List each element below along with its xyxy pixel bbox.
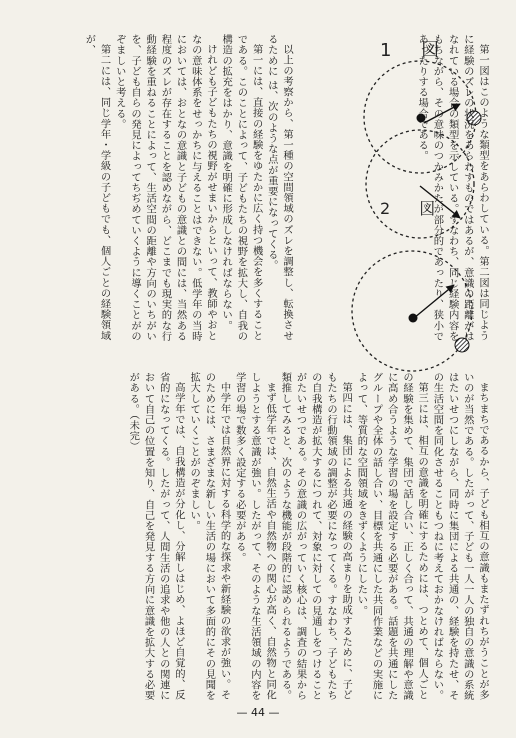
paragraph: 第一には、直接の経験をゆたかに広く持つ機会を多くすることである。このことによって、子どもたちの視野を拡大し、自我の構造の拡充をはかり、意識を明確に形成しなければならない。	[220, 34, 263, 342]
paragraph: まず低学年では、自然生活や自然物への関心が高く、自然物と同化しようとする意識が強い。したがって、そのような生活領域の内容を学習の場で数多く設定する必要がある。	[233, 372, 277, 701]
page-number: — 44 —	[236, 706, 280, 719]
paragraph: 第三には、相互の意識を明確にするためには、つとめて、個人ごとの経験を集めて、集団で話し合い、正しく合って、共通の理解や意識に高め合うような学習の場を設定する必要がある。話題を共通にしたグループや全体の話し合い、目標を共通にした共同作業などの実施によって、等質的な空間領域をきずくようにしたい。	[355, 372, 429, 701]
paragraph: まちまちであるから、子ども相互の意識もまたずれちがうことが多いのが当然である。したがって、子ども一人一人の独自の意識の系統はたいせつにしながら、同時に集団による共通の、経験を持たせ、その生活空間を同化させることもつねに考えておかなければならない。	[431, 372, 489, 701]
paragraph: 中学年では自然界に対する科学的な探求や新経験の欲求が強い。そのためには、さまざまな新しい生活の場において多面的にその見聞を拡大していくことがのぞましい。	[188, 372, 231, 701]
text-block-top-right	[300, 34, 490, 349]
paragraph: 以上の考察から、第一種の空間領域のズレを調整し、転換させるために は、次のような点が重要になってくる。	[265, 34, 293, 342]
text-block-bottom	[34, 372, 490, 702]
text-block-top-left	[46, 34, 294, 349]
figure-1-title: 1 図	[380, 40, 452, 61]
figure-2-title: 2 図	[380, 199, 448, 218]
paragraph: 第四には、集団による共通の経験の高まりを助成するために、子どもたちの行動領域の調整が必要になってくる。すなわち、子どもたちの自我構造が拡大するにつれて、対象に対しての見通しをつけることがたいせつである。その意識の広がっていく核心は、調査の結果から類推してみると、次のような機能が段階的に認められるようである。	[279, 372, 353, 701]
paragraph: 第二には、同じ学年・学級の子どもでも、個人ごとの経験領域が、	[83, 34, 111, 342]
paragraph: 第一図はこのような類型をあらわしている。第二図は同じように経験のズレの状況をあらわすものではあるが、意識の距離がはなれている場合の類型を示している。すなわち、同じ経験内容をもちながら、その意味のつかみかたが部分的であったり、狭小であったりする場合である。	[416, 34, 489, 342]
paragraph: けれども子どもたちの視野がせまいからといって、教師やおとなの意味体系をせっかちに与えることはできない。低学年の当時においては、おとなの意識と子どもの意識との間には、当然ある程度のズレが存在することを認めながら、どこまでも現実的な行動経験を重ねることによって、生活空間の距離や方向のいちがいを、子ども自らの発見によってちぢめていくように導くことがのぞましいと考える。	[113, 34, 217, 342]
paragraph: 高学年では、自我構造が分化し、分解しはじめ、よほど自覚的、反省的になってくる。したがって、人間生活の追求や他の人との関連において自己の位置を知り、自己を発見する方向に意識を拡大する必要がある。（未完）	[127, 372, 185, 701]
